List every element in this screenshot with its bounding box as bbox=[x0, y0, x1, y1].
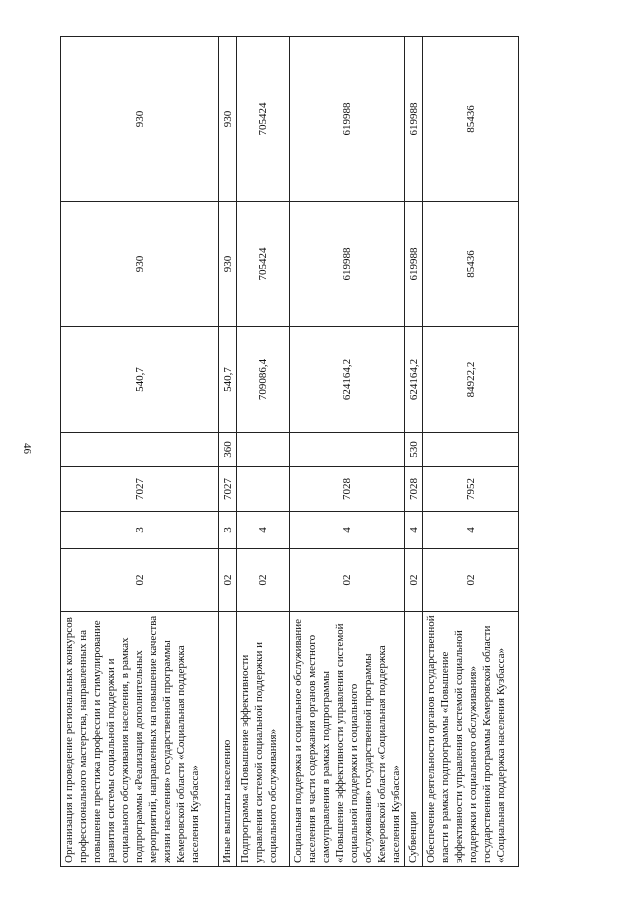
cell-subsection: 4 bbox=[290, 512, 405, 549]
cell-amount-2: 705424 bbox=[237, 202, 290, 327]
cell-target bbox=[237, 467, 290, 512]
cell-amount-1: 624164,2 bbox=[405, 327, 423, 433]
cell-expense-type bbox=[423, 433, 519, 467]
cell-subsection: 4 bbox=[423, 512, 519, 549]
page-number: 46 bbox=[21, 443, 33, 454]
cell-section: 02 bbox=[290, 549, 405, 612]
cell-amount-3: 705424 bbox=[237, 37, 290, 202]
cell-amount-2: 930 bbox=[219, 202, 237, 327]
cell-amount-2: 930 bbox=[61, 202, 219, 327]
cell-section: 02 bbox=[219, 549, 237, 612]
cell-target: 7028 bbox=[405, 467, 423, 512]
table-row bbox=[237, 37, 290, 867]
row-name: Субвенции bbox=[405, 612, 423, 867]
cell-expense-type bbox=[237, 433, 290, 467]
cell-subsection: 4 bbox=[405, 512, 423, 549]
cell-amount-3: 85436 bbox=[423, 37, 519, 202]
table-row bbox=[290, 37, 405, 867]
cell-section: 02 bbox=[405, 549, 423, 612]
rotated-table-container bbox=[60, 37, 507, 867]
cell-subsection: 4 bbox=[237, 512, 290, 549]
cell-amount-1: 709086,4 bbox=[237, 327, 290, 433]
row-name: Иные выплаты населению bbox=[219, 612, 237, 867]
cell-target: 7027 bbox=[61, 467, 219, 512]
cell-target: 7027 bbox=[219, 467, 237, 512]
cell-amount-3: 619988 bbox=[290, 37, 405, 202]
cell-expense-type: 360 bbox=[219, 433, 237, 467]
table-row bbox=[219, 37, 237, 867]
cell-amount-3: 619988 bbox=[405, 37, 423, 202]
cell-amount-2: 619988 bbox=[405, 202, 423, 327]
cell-amount-1: 624164,2 bbox=[290, 327, 405, 433]
cell-section: 02 bbox=[423, 549, 519, 612]
row-name: Организация и проведение региональных конкурсов профессионального мастерства, направленных на повышение престижа профессии и стимулирование развития системы социальной поддержки и социального обслуживания населения, в рамках подпрограммы «Реализация дополнительных мероприятий, направленных на повышение качества жизни населения» государственной программы Кемеровской области «Социальная поддержка населения Кузбасса» bbox=[61, 612, 219, 867]
row-name: Обеспечение деятельности органов государственной власти в рамках подпрограммы «Повышение эффективности управления системой социальной поддержки и социального обслуживания» государственной программы Кемеровской области «Социальная поддержка населения Кузбасса» bbox=[423, 612, 519, 867]
table-row bbox=[61, 37, 219, 867]
cell-expense-type bbox=[61, 433, 219, 467]
cell-target: 7028 bbox=[290, 467, 405, 512]
cell-section: 02 bbox=[237, 549, 290, 612]
cell-amount-1: 84922,2 bbox=[423, 327, 519, 433]
cell-subsection: 3 bbox=[219, 512, 237, 549]
table-row bbox=[423, 37, 519, 867]
cell-amount-3: 930 bbox=[61, 37, 219, 202]
cell-amount-3: 930 bbox=[219, 37, 237, 202]
cell-expense-type bbox=[290, 433, 405, 467]
cell-amount-1: 540,7 bbox=[61, 327, 219, 433]
cell-subsection: 3 bbox=[61, 512, 219, 549]
cell-amount-1: 540,7 bbox=[219, 327, 237, 433]
cell-target: 7952 bbox=[423, 467, 519, 512]
row-name: Социальная поддержка и социальное обслуживание населения в части содержания органов местного самоуправления в рамках подпрограммы «Повышение эффективности управления системой социальной поддержки и социального обслуживания» государственной программы Кемеровской области «Социальная поддержка населения Кузбасса» bbox=[290, 612, 405, 867]
cell-amount-2: 619988 bbox=[290, 202, 405, 327]
budget-table bbox=[60, 36, 519, 867]
row-name: Подпрограмма «Повышение эффективности управления системой социальной поддержки и социального обслуживания» bbox=[237, 612, 290, 867]
cell-amount-2: 85436 bbox=[423, 202, 519, 327]
table-row bbox=[405, 37, 423, 867]
cell-expense-type: 530 bbox=[405, 433, 423, 467]
cell-section: 02 bbox=[61, 549, 219, 612]
